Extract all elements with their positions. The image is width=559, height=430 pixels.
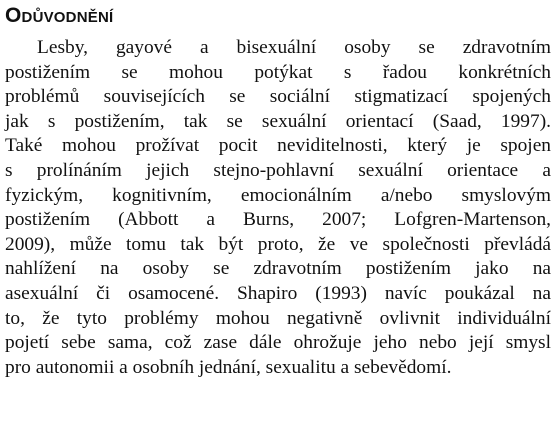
paragraph-line: postižením (Abbott a Burns, 2007; Lofgren-Martenson, (5, 209, 551, 231)
paragraph-line: asexuální či osamocené. Shapiro (1993) navíc poukázal na (5, 282, 551, 304)
paragraph-line: postižením se mohou potýkat s řadou konkrétních (5, 61, 551, 83)
paragraph-line: s prolínáním jejich stejno-pohlavní sexuální orientace a (5, 159, 551, 181)
paragraph-line: pojetí sebe sama, což zase dále ohrožuje jeho nebo její smysl (5, 332, 551, 354)
paragraph-line: jak s postižením, tak se sexuální orientací (Saad, 1997). (5, 110, 551, 132)
document-page (5, 0, 551, 430)
paragraph-line: Také mohou prožívat pocit neviditelnosti, který je spojen (5, 135, 551, 157)
body-paragraph (5, 36, 551, 380)
paragraph-line: pro autonomii a osobníh jednání, sexualitu a sebevědomí. (5, 356, 452, 378)
paragraph-line: 2009), může tomu tak být proto, že ve společnosti převládá (5, 233, 551, 255)
paragraph-line: problémů souvisejících se sociální stigmatizací spojených (5, 86, 551, 108)
paragraph-line: Lesby, gayové a bisexuální osoby se zdravotním (37, 37, 551, 58)
paragraph-line: nahlížení na osoby se zdravotním postižením jako na (5, 258, 551, 280)
section-heading: Odůvodnění (5, 4, 114, 27)
paragraph-line: fyzickým, kognitivním, emocionálním a/nebo smyslovým (5, 184, 551, 206)
paragraph-line: to, že tyto problémy mohou negativně ovlivnit individuální (5, 307, 551, 329)
